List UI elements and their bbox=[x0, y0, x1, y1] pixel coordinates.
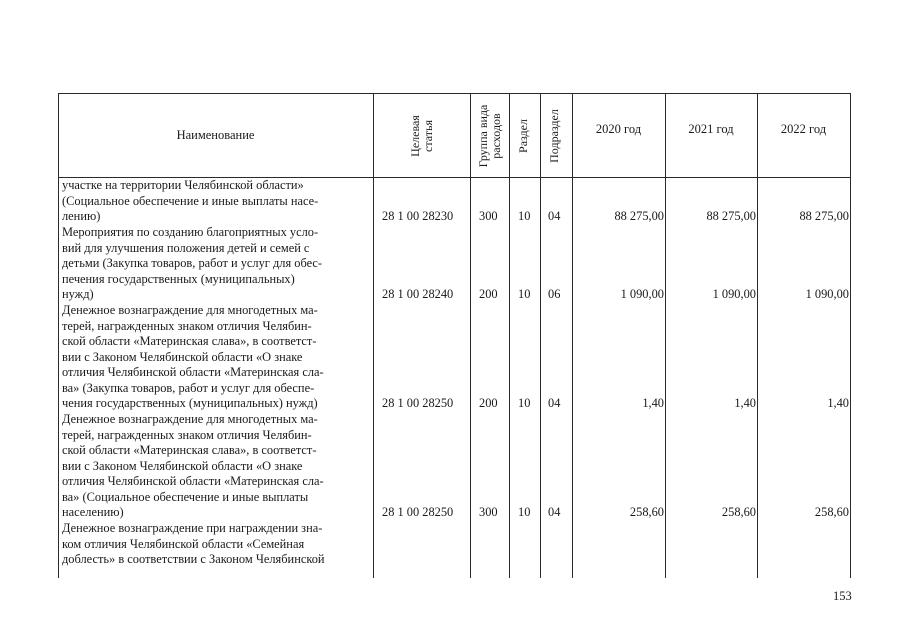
row-name: участке на территории Челябинской области» (Социальное обеспечение и иные выплаты насе- лению) bbox=[62, 178, 319, 223]
row-2020: 258,60 bbox=[629, 505, 664, 519]
header-2022: 2022 год bbox=[780, 121, 827, 136]
header-expense-group-line1: Группа вида bbox=[475, 104, 490, 168]
row-2021: 1 090,00 bbox=[712, 287, 756, 301]
row-2020: 88 275,00 bbox=[614, 209, 664, 223]
header-expense-group-line2: расходов bbox=[489, 113, 503, 159]
header-name: Наименование bbox=[176, 128, 255, 143]
col-border bbox=[665, 93, 666, 578]
row-section: 10 bbox=[518, 209, 531, 223]
row-2020: 1 090,00 bbox=[620, 287, 664, 301]
row-article: 28 1 00 28230 bbox=[382, 209, 454, 223]
row-name: Денежное вознаграждение при награждении зна- ком отличия Челябинской области «Семейная доблесть» в соответствии с Законом Челябинской bbox=[62, 521, 325, 566]
row-2022: 1,40 bbox=[827, 396, 849, 410]
row-2021: 1,40 bbox=[734, 396, 756, 410]
row-2022: 1 090,00 bbox=[805, 287, 849, 301]
row-2021: 258,60 bbox=[721, 505, 756, 519]
col-border bbox=[757, 93, 758, 578]
row-2021: 88 275,00 bbox=[706, 209, 756, 223]
row-2022: 258,60 bbox=[814, 505, 849, 519]
row-group: 200 bbox=[479, 287, 498, 301]
col-border bbox=[509, 93, 510, 578]
row-subsection: 06 bbox=[548, 287, 561, 301]
header-target-article bbox=[406, 94, 438, 178]
row-section: 10 bbox=[518, 505, 531, 519]
row-section: 10 bbox=[518, 396, 531, 410]
header-2020: 2020 год bbox=[595, 121, 642, 136]
header-2021: 2021 год bbox=[688, 121, 734, 136]
row-subsection: 04 bbox=[548, 396, 561, 410]
row-article: 28 1 00 28250 bbox=[382, 505, 454, 519]
row-name: Мероприятия по созданию благоприятных усло- вий для улучшения положения детей и семей с детьми (Закупка товаров, работ и услуг для обес- печения государственных (муниципальных) нужд) bbox=[62, 225, 323, 301]
row-group: 200 bbox=[479, 396, 498, 410]
header-subsection: Подраздел bbox=[547, 109, 561, 163]
row-group: 300 bbox=[479, 209, 498, 223]
col-border bbox=[572, 93, 573, 578]
col-border bbox=[850, 93, 851, 578]
header-section: Раздел bbox=[516, 119, 530, 153]
header-target-article-text: Целевая статья bbox=[407, 115, 435, 157]
page-number: 153 bbox=[833, 589, 852, 603]
row-2020: 1,40 bbox=[642, 396, 664, 410]
row-group: 300 bbox=[479, 505, 498, 519]
row-subsection: 04 bbox=[548, 209, 561, 223]
row-subsection: 04 bbox=[548, 505, 561, 519]
header-expense-group bbox=[475, 94, 505, 178]
row-article: 28 1 00 28240 bbox=[382, 287, 454, 301]
row-name: Денежное вознаграждение для многодетных ма- терей, награжденных знаком отличия Челябин- ской области «Материнская слава», в соответст- вии с Законом Челябинской области «О знаке отличия Челябинской области «Материнская сла- ва» (Закупка товаров, работ и услуг для обеспе- чения государственных (муниципальных) нужд) bbox=[62, 303, 324, 410]
col-border bbox=[470, 93, 471, 578]
col-border bbox=[373, 93, 374, 578]
row-2022: 88 275,00 bbox=[799, 209, 849, 223]
col-border bbox=[540, 93, 541, 578]
row-section: 10 bbox=[518, 287, 531, 301]
row-name: Денежное вознаграждение для многодетных ма- терей, награжденных знаком отличия Челябин- ской области «Материнская слава», в соответст- вии с Законом Челябинской области «О знаке отличия Челябинской области «Материнская сла- ва» (Социальное обеспечение и иные выплаты населению) bbox=[62, 412, 324, 519]
row-article: 28 1 00 28250 bbox=[382, 396, 454, 410]
